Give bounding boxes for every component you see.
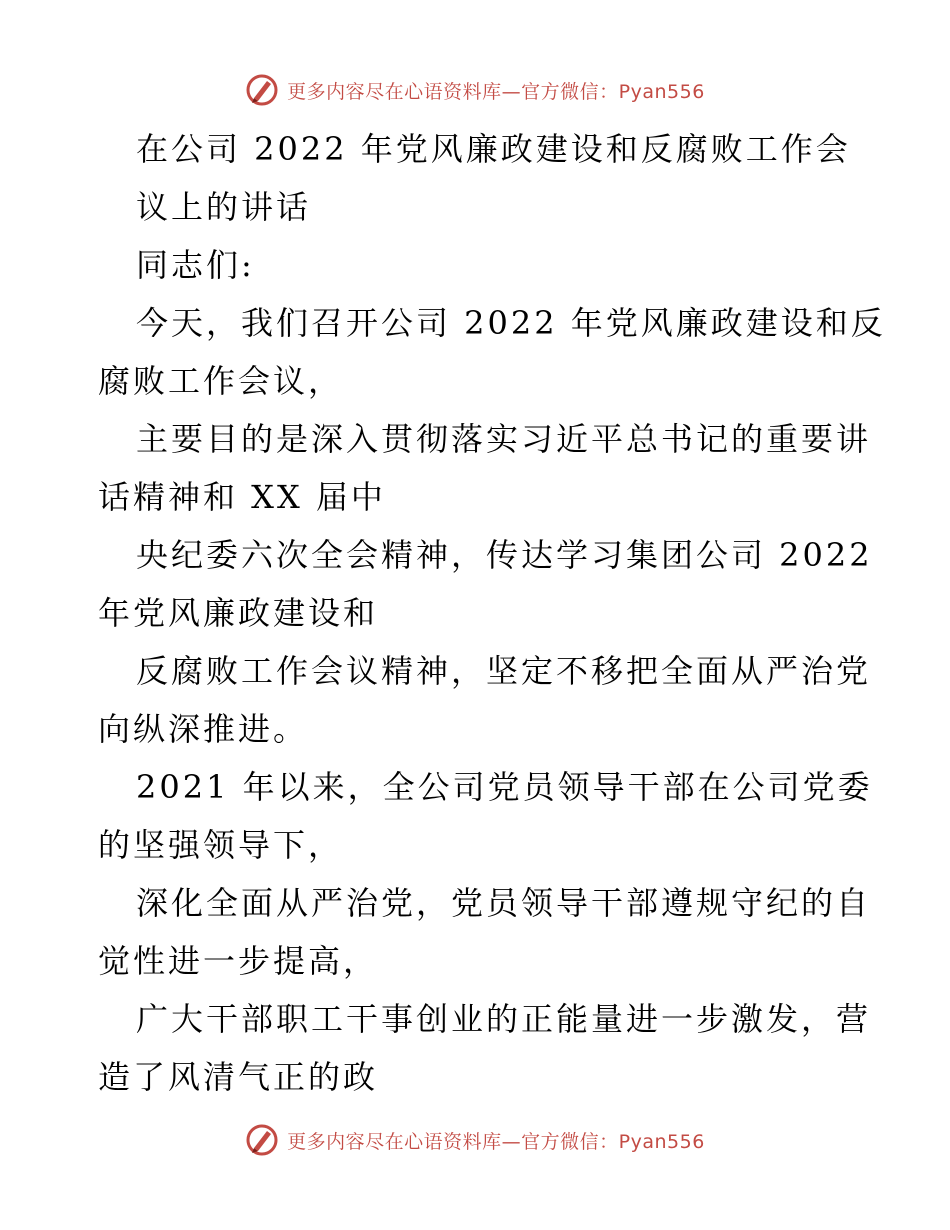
footer-watermark — [0, 1120, 950, 1160]
header-watermark-text: 更多内容尽在心语资料库—官方微信：Pyan556 — [287, 80, 705, 103]
header-wechat-id: Pyan556 — [618, 80, 705, 103]
document-body — [98, 120, 886, 1106]
text-line: 觉性进一步提高， — [98, 942, 379, 980]
text-line: 向纵深推进。 — [98, 710, 309, 748]
footer-watermark-text: 更多内容尽在心语资料库—官方微信：Pyan556 — [287, 1130, 705, 1153]
text-line: 广大干部职工干事创业的正能量进一步激发，营 — [136, 1000, 872, 1038]
text-line: 腐败工作会议， — [98, 362, 344, 400]
header-watermark — [0, 70, 950, 110]
text-line: 的坚强领导下， — [98, 826, 344, 864]
text-line: 2021 年以来，全公司党员领导干部在公司党委 — [136, 768, 873, 806]
text-line: 深化全面从严治党，党员领导干部遵规守纪的自 — [136, 884, 872, 922]
text-line: 在公司 2022 年党风廉政建设和反腐败工作会 — [136, 130, 851, 168]
footer-wechat-id: Pyan556 — [618, 1130, 705, 1153]
text-line: 主要目的是深入贯彻落实习近平总书记的重要讲 — [136, 420, 872, 458]
text-line: 反腐败工作会议精神，坚定不移把全面从严治党 — [136, 652, 872, 690]
text-line: 话精神和 XX 届中 — [98, 478, 386, 516]
text-line: 今天，我们召开公司 2022 年党风廉政建设和反 — [136, 304, 886, 342]
text-line: 同志们: — [136, 246, 255, 284]
text-line: 议上的讲话 — [136, 188, 312, 226]
text-line: 央纪委六次全会精神，传达学习集团公司 2022 — [136, 536, 873, 574]
text-line: 造了风清气正的政 — [98, 1058, 379, 1096]
pen-logo-icon — [245, 73, 279, 107]
text-line: 年党风廉政建设和 — [98, 594, 379, 632]
pen-logo-icon — [245, 1123, 279, 1157]
